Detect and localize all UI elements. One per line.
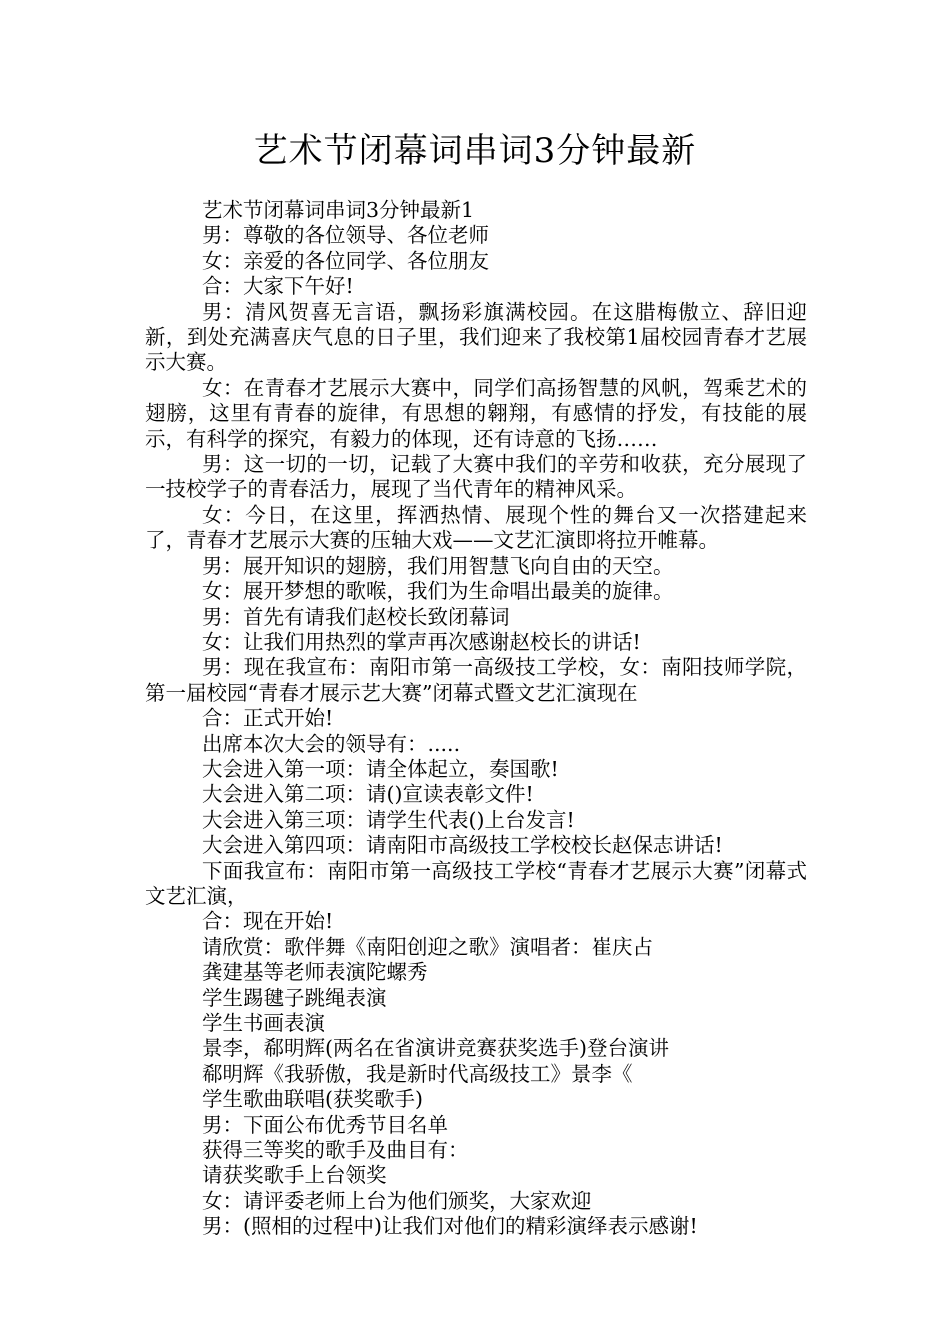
paragraph: 合：现在开始! — [202, 909, 334, 934]
document-body — [145, 198, 807, 1240]
paragraph: 女：请评委老师上台为他们颁奖，大家欢迎 — [202, 1188, 592, 1213]
document-title: 艺术节闭幕词串词3分钟最新 — [253, 131, 697, 171]
paragraph: 男：清风贺喜无言语，飘扬彩旗满校园。在这腊梅傲立、辞旧迎新，到处充满喜庆气息的日子里，我们迎来了我校第1届校园青春才艺展示大赛。 — [145, 299, 807, 375]
paragraph: 男：现在我宣布：南阳市第一高级技工学校，女：南阳技师学院，第一届校园“青春才展示艺大赛”闭幕式暨文艺汇演现在 — [145, 655, 807, 705]
paragraph: 请获奖歌手上台领奖 — [202, 1163, 387, 1188]
paragraph: 获得三等奖的歌手及曲目有： — [202, 1138, 469, 1163]
paragraph: 艺术节闭幕词串词3分钟最新1 — [202, 198, 475, 222]
paragraph: 大会进入第一项：请全体起立，奏国歌! — [202, 756, 559, 781]
paragraph: 男：(照相的过程中)让我们对他们的精彩演绎表示感谢! — [202, 1214, 698, 1239]
paragraph: 男：这一切的一切，记载了大赛中我们的辛劳和收获，充分展现了一技校学子的青春活力，展现了当代青年的精神风采。 — [145, 452, 807, 502]
paragraph: 合：正式开始! — [202, 706, 334, 731]
paragraph: 龚建基等老师表演陀螺秀 — [202, 960, 428, 985]
paragraph: 男：尊敬的各位领导、各位老师 — [202, 223, 489, 248]
paragraph: 大会进入第三项：请学生代表()上台发言! — [202, 807, 575, 832]
paragraph: 女：让我们用热烈的掌声再次感谢赵校长的讲话! — [202, 629, 641, 654]
paragraph: 下面我宣布：南阳市第一高级技工学校“青春才艺展示大赛”闭幕式文艺汇演， — [145, 858, 807, 908]
paragraph: 学生踢毽子跳绳表演 — [202, 985, 387, 1010]
paragraph: 大会进入第二项：请()宣读表彰文件! — [202, 782, 534, 807]
paragraph: 学生书画表演 — [202, 1011, 325, 1035]
paragraph: 男：展开知识的翅膀，我们用智慧飞向自由的天空。 — [202, 553, 674, 578]
paragraph: 女：在青春才艺展示大赛中，同学们高扬智慧的风帆，驾乘艺术的翅膀，这里有青春的旋律，有思想的翱翔，有感情的抒发，有技能的展示，有科学的探究，有毅力的体现，还有诗意的飞扬…… — [145, 375, 807, 451]
paragraph: 男：下面公布优秀节目名单 — [202, 1112, 448, 1137]
paragraph: 景李，郗明辉(两名在省演讲竞赛获奖选手)登台演讲 — [202, 1036, 669, 1061]
paragraph: 合：大家下午好! — [202, 274, 354, 299]
paragraph: 学生歌曲联唱(获奖歌手) — [202, 1087, 423, 1112]
paragraph: 郗明辉《我骄傲，我是新时代高级技工》景李《 — [202, 1061, 633, 1086]
paragraph: 请欣赏：歌伴舞《南阳创迎之歌》演唱者：崔庆占 — [202, 934, 653, 959]
paragraph: 女：展开梦想的歌喉，我们为生命唱出最美的旋律。 — [202, 579, 674, 604]
paragraph: 大会进入第四项：请南阳市高级技工学校校长赵保志讲话! — [202, 833, 723, 858]
paragraph: 出席本次大会的领导有：..... — [202, 731, 461, 756]
paragraph: 男：首先有请我们赵校长致闭幕词 — [202, 604, 510, 629]
paragraph: 女：亲爱的各位同学、各位朋友 — [202, 248, 489, 273]
paragraph: 女：今日，在这里，挥洒热情、展现个性的舞台又一次搭建起来了，青春才艺展示大赛的压轴大戏——文艺汇演即将拉开帷幕。 — [145, 502, 807, 553]
